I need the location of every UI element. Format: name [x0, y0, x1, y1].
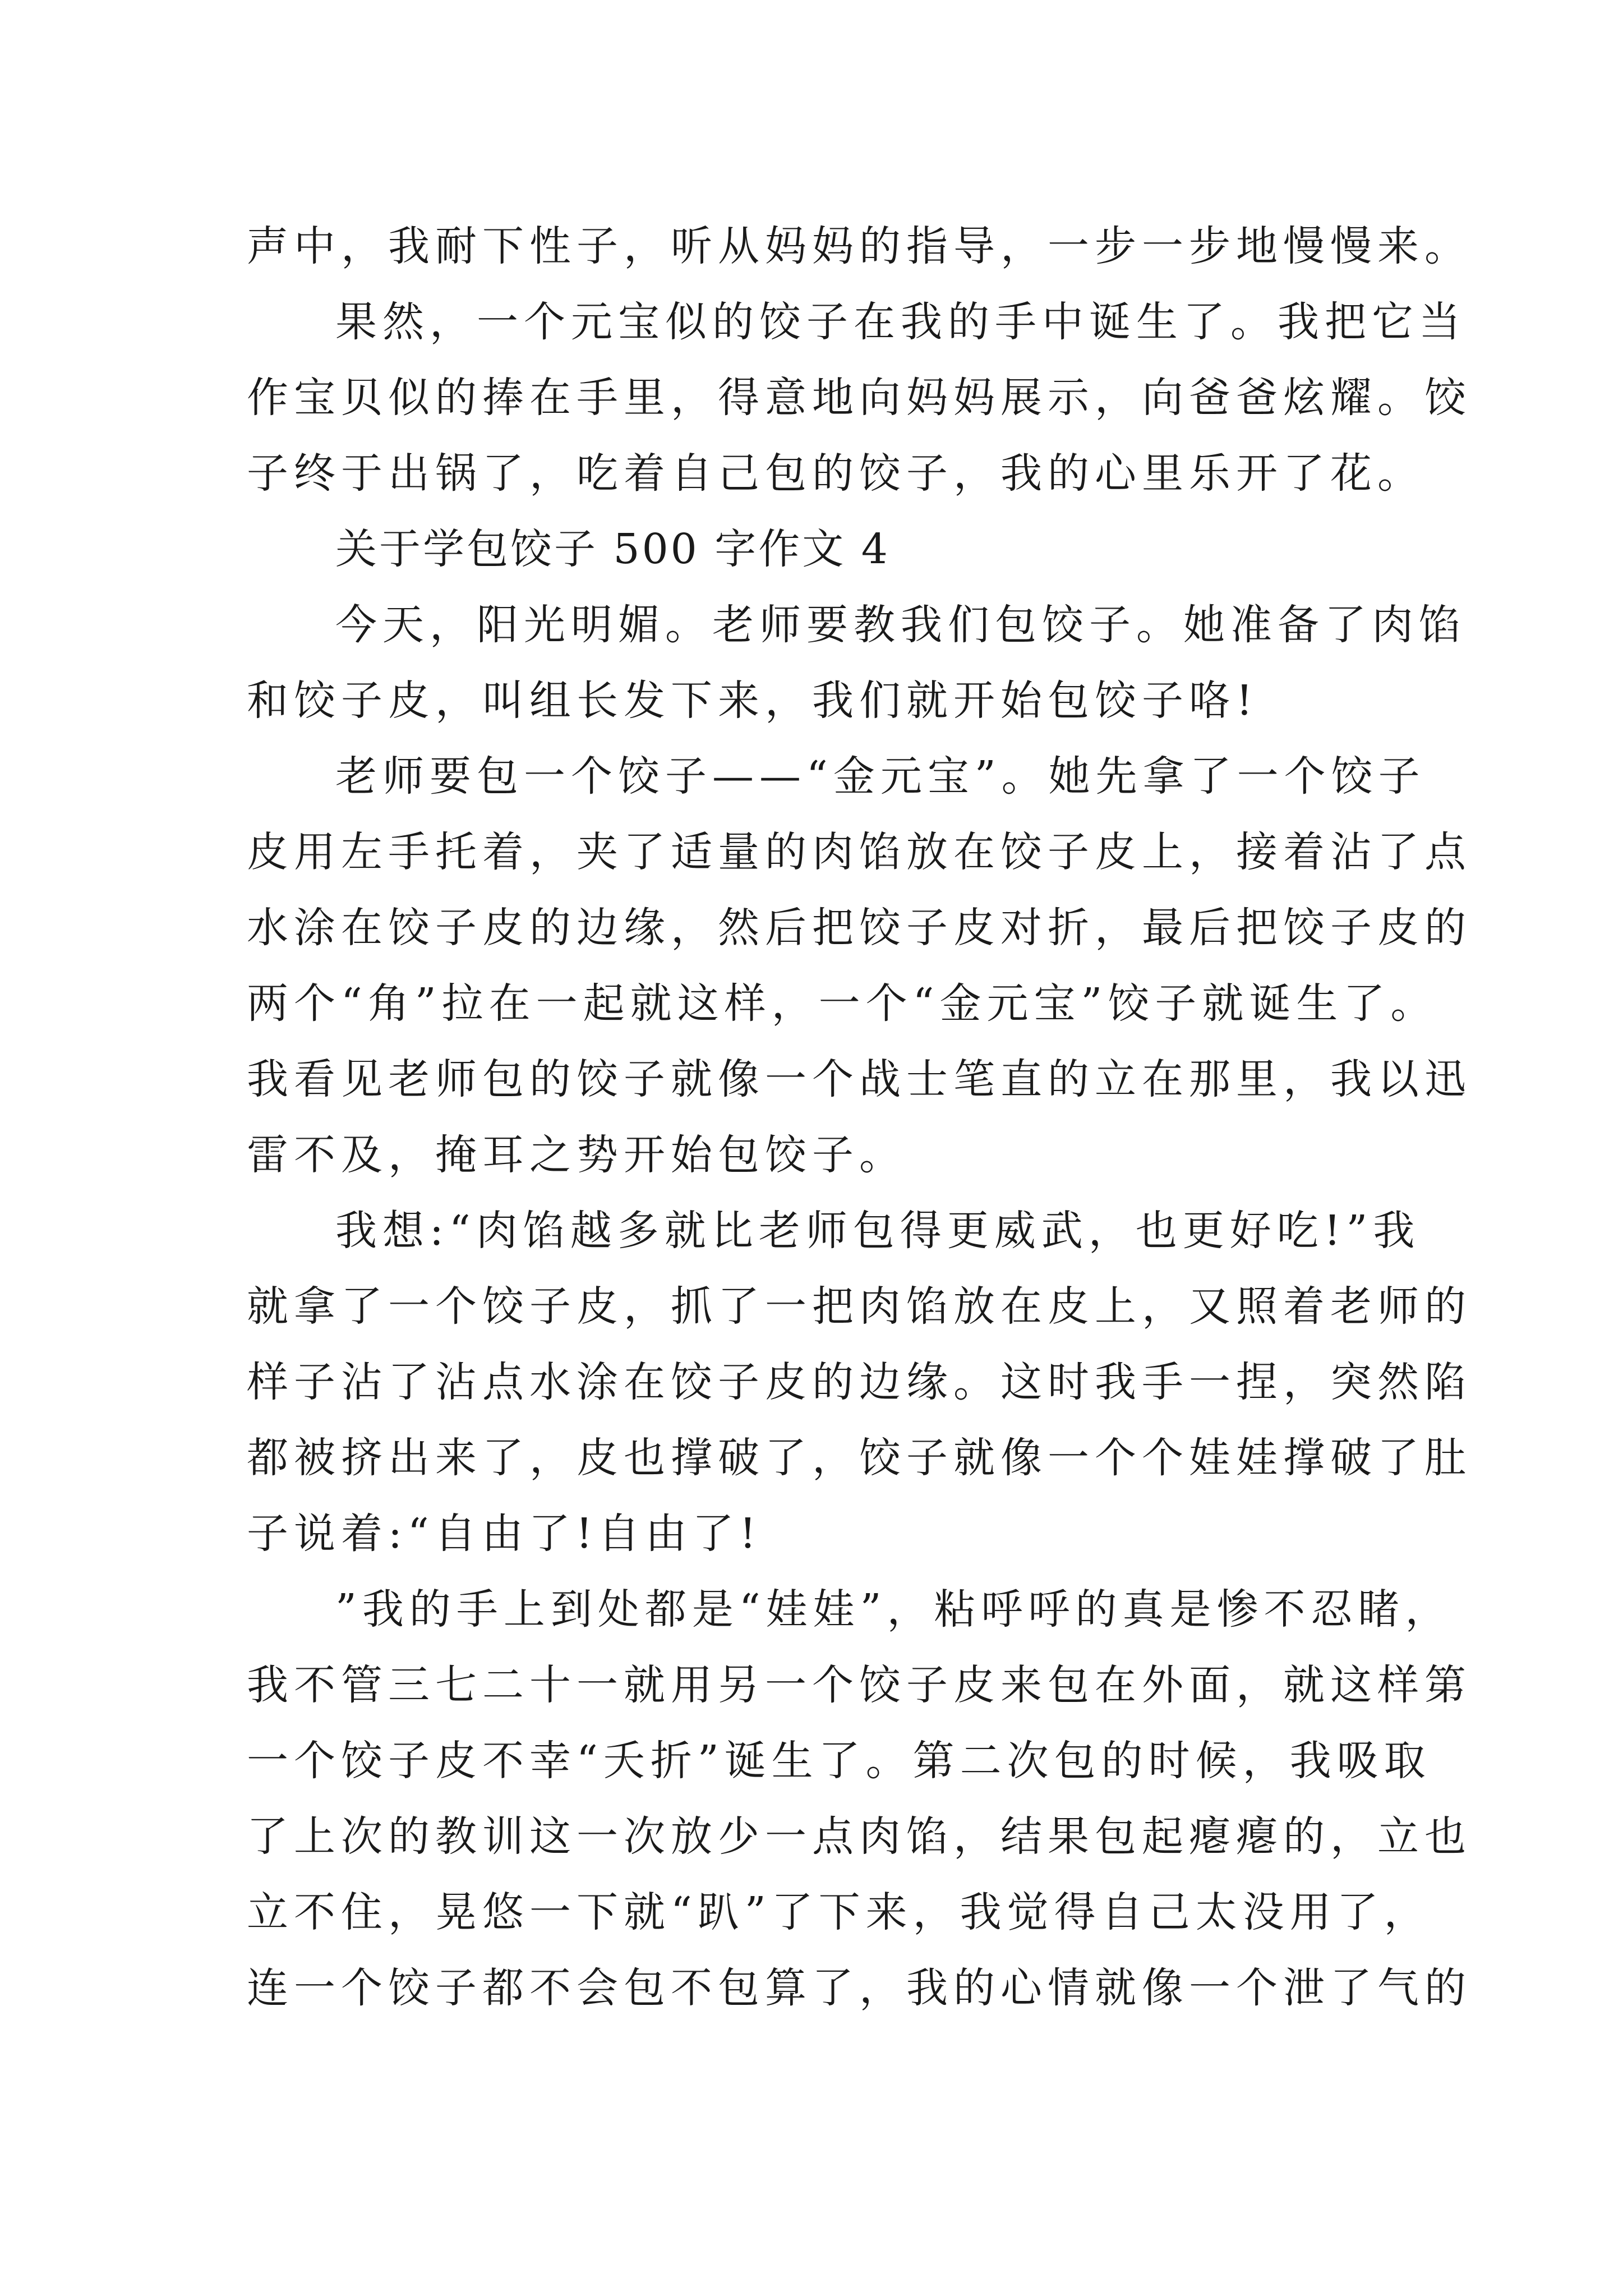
text-line: 都被挤出来了，皮也撑破了，饺子就像一个个娃娃撑破了肚	[247, 1434, 1472, 1482]
text-line: 果然，一个元宝似的饺子在我的手中诞生了。我把它当	[335, 298, 1466, 346]
text-line: 了上次的教训这一次放少一点肉馅，结果包起瘪瘪的，立也	[247, 1812, 1472, 1861]
essay-body	[247, 209, 1472, 2026]
text-line: 我看见老师包的饺子就像一个战士笔直的立在那里，我以迅	[247, 1055, 1472, 1103]
text-line: 样子沾了沾点水涂在饺子皮的边缘。这时我手一捏，突然陷	[247, 1358, 1472, 1406]
text-line: 今天，阳光明媚。老师要教我们包饺子。她准备了肉馅	[335, 601, 1466, 649]
text-line: 我不管三七二十一就用另一个饺子皮来包在外面，就这样第	[247, 1661, 1472, 1709]
text-line: 老师要包一个饺子——“金元宝”。她先拿了一个饺子	[335, 752, 1426, 800]
text-line: 子终于出锅了，吃着自己包的饺子，我的心里乐开了花。	[247, 449, 1424, 498]
text-line: ”我的手上到处都是“娃娃”，粘呼呼的真是惨不忍睹，	[335, 1585, 1453, 1634]
text-line: 子说着:“自由了!自由了!	[247, 1510, 762, 1558]
text-line: 皮用左手托着，夹了适量的肉馅放在饺子皮上，接着沾了点	[247, 828, 1472, 876]
text-line: 和饺子皮，叫组长发下来，我们就开始包饺子咯!	[247, 677, 1258, 725]
text-line: 就拿了一个饺子皮，抓了一把肉馅放在皮上，又照着老师的	[247, 1282, 1472, 1331]
text-line: 雷不及，掩耳之势开始包饺子。	[247, 1131, 906, 1179]
text-line: 水涂在饺子皮的边缘，然后把饺子皮对折，最后把饺子皮的	[247, 904, 1472, 952]
text-line: 连一个饺子都不会包不包算了，我的心情就像一个泄了气的	[247, 1964, 1472, 2012]
text-line: 一个饺子皮不幸“夭折”诞生了。第二次包的时候，我吸取	[247, 1737, 1431, 1785]
text-line: 作宝贝似的捧在手里，得意地向妈妈展示，向爸爸炫耀。饺	[247, 374, 1472, 422]
text-line: 两个“角”拉在一起就这样，一个“金元宝”饺子就诞生了。	[247, 979, 1438, 1028]
text-line: 声中，我耐下性子，听从妈妈的指导，一步一步地慢慢来。	[247, 222, 1472, 270]
text-line: 立不住，晃悠一下就“趴”了下来，我觉得自己太没用了，	[247, 1888, 1431, 1936]
essay-heading: 关于学包饺子 500 字作文 4	[335, 525, 890, 573]
text-line: 我想:“肉馅越多就比老师包得更威武，也更好吃!”我	[335, 1207, 1421, 1255]
